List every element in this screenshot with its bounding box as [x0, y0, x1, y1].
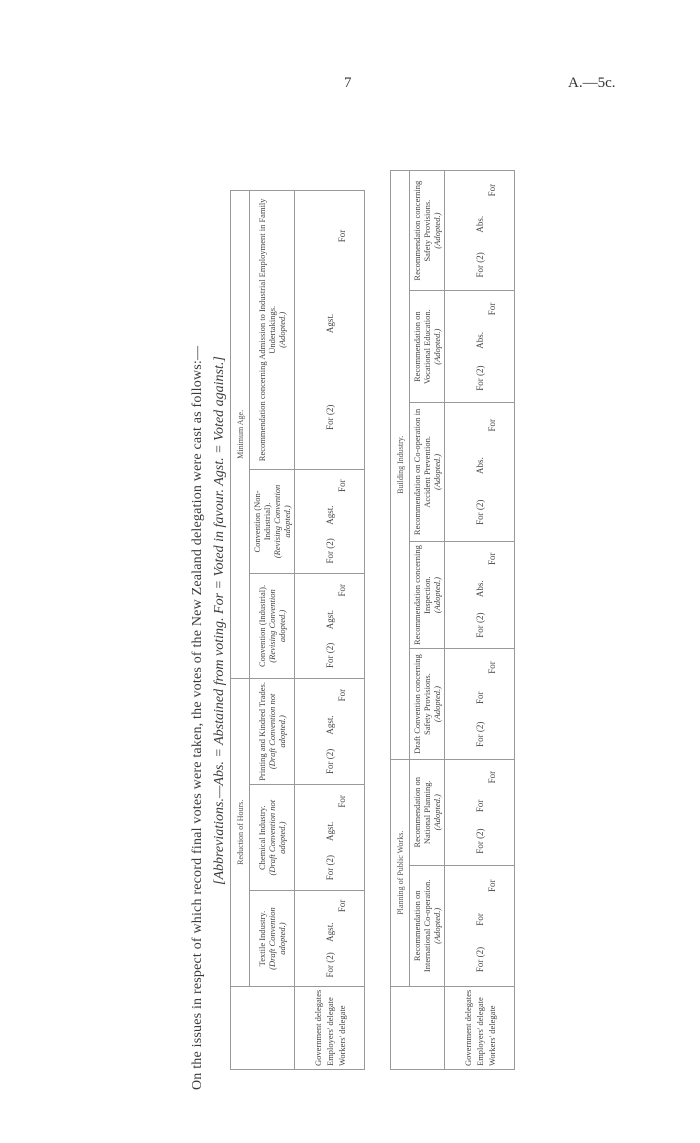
vote-cell: For (2) Agst. For: [295, 678, 365, 784]
column-header: Draft Convention concerning Safety Provisions. (Adopted.): [410, 649, 445, 759]
votes-table-hours-age: [230, 190, 365, 1070]
vote-cell: For (2) Agst. For: [295, 191, 365, 470]
corner-cell: [231, 986, 295, 1069]
column-header: Textile Industry. (Draft Convention adopted.): [250, 891, 295, 986]
intro-sentence: On the issues in respect of which record final votes were taken, the votes of the New Zealand delegation were cast as follows:—: [190, 345, 205, 1090]
column-header: Recommendation concerning Safety Provisions. (Adopted.): [410, 171, 445, 291]
column-header: Recommendation on National Planning. (Adopted.): [410, 759, 445, 865]
group-header: Building Industry.: [391, 171, 410, 760]
rotated-content: [190, 90, 530, 1090]
group-header: Minimum Age.: [231, 191, 250, 679]
column-header: Chemical Industry. (Draft Convention not adopted.): [250, 785, 295, 891]
group-header: Reduction of Hours.: [231, 678, 250, 986]
vote-cell: For (2) For For: [445, 759, 515, 865]
vote-cell: For (2) Agst. For: [295, 574, 365, 679]
column-header: Convention (Industrial). (Revising Convention adopted.): [250, 574, 295, 679]
column-header: Recommendation concerning Inspection. (Adopted.): [410, 541, 445, 649]
column-header: Recommendation on International Co-operation. (Adopted.): [410, 865, 445, 986]
abbreviations-text: [Abbreviations.—Abs. = Abstained from voting. For = Voted in favour. Agst. = Voted against.]: [212, 356, 227, 885]
vote-cell: For (2) For For: [445, 649, 515, 759]
vote-cell: For (2) Agst. For: [295, 785, 365, 891]
votes-table-public-works-building: [390, 170, 515, 1070]
page-number: 7: [344, 75, 352, 91]
vote-cell: For (2) Abs. For: [445, 171, 515, 291]
vote-cell: For (2) Abs. For: [445, 291, 515, 403]
column-header: Recommendation on Co-operation in Accident Prevention. (Adopted.): [410, 403, 445, 542]
vote-cell: For (2) Agst. For: [295, 469, 365, 574]
group-header: Planning of Public Works.: [391, 759, 410, 986]
column-header: Recommendation on Vocational Education. (Adopted.): [410, 291, 445, 403]
document-reference: A.—5c.: [568, 75, 616, 91]
vote-cell: For (2) Abs. For: [445, 541, 515, 649]
row-labels: Government delegates Employers' delegate Workers' delegate: [295, 986, 365, 1069]
column-header: Recommendation concerning Admission to Industrial Employment in Family Undertakings. (Adopted.): [250, 191, 295, 470]
vote-cell: For (2) Agst. For: [295, 891, 365, 986]
column-header: Printing and Kindred Trades. (Draft Convention not adopted.): [250, 678, 295, 784]
corner-cell: [391, 986, 445, 1069]
vote-cell: For (2) For For: [445, 865, 515, 986]
row-labels: Government delegates Employers' delegate Workers' delegate: [445, 986, 515, 1069]
abbreviations-note: [212, 356, 228, 885]
vote-cell: For (2) Abs. For: [445, 403, 515, 542]
column-header: Convention (Non-Industrial). (Revising Convention adopted.): [250, 469, 295, 574]
